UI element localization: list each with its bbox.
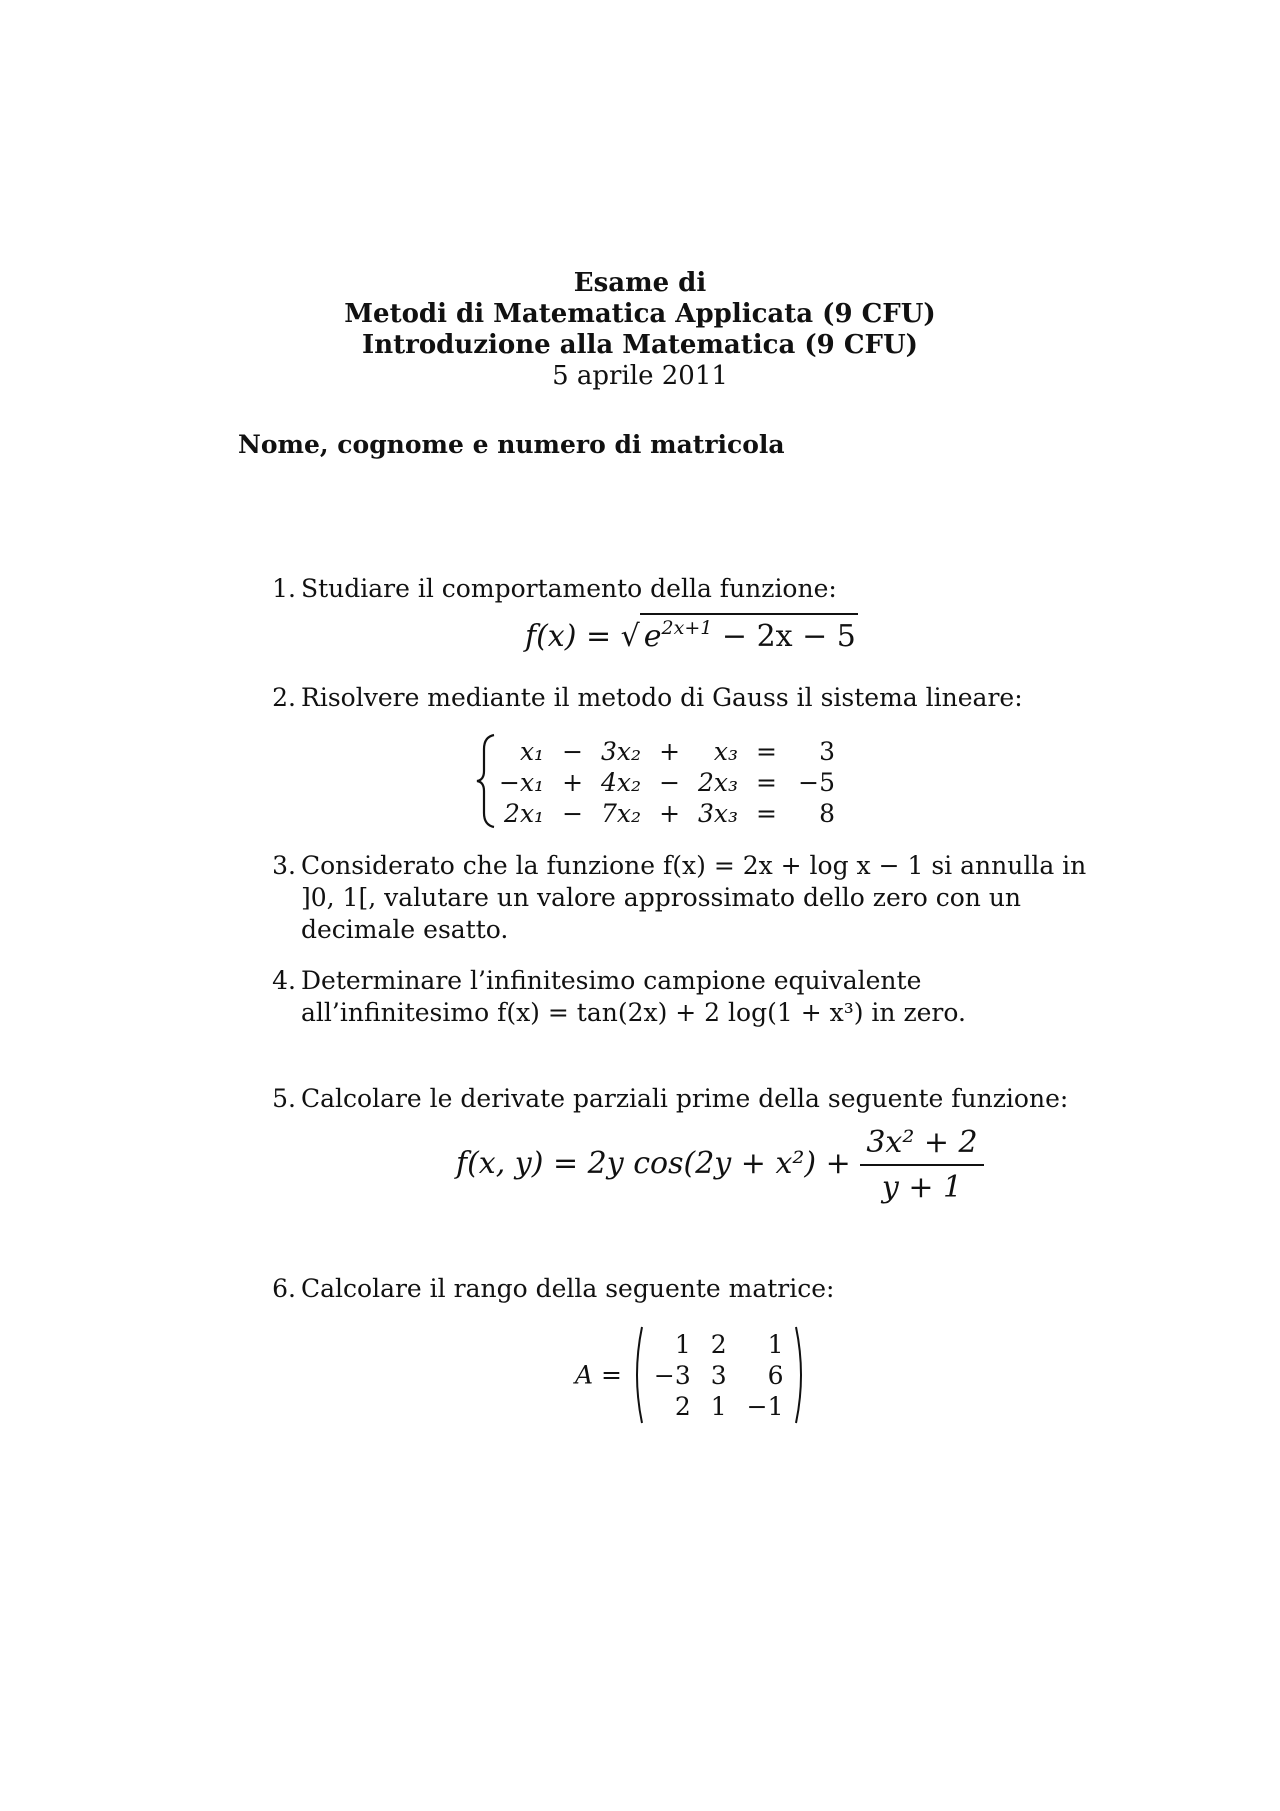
system-op: + — [659, 737, 681, 766]
header-course-1: Metodi di Matematica Applicata (9 CFU) — [344, 299, 936, 329]
exercise-text: Determinare l’infinitesimo campione equivalente all’infinitesimo f(x) = tan(2x) + 2 log(1 + x³) in zero. — [301, 966, 966, 1027]
system-op: = — [756, 737, 777, 766]
formula-lhs: f(x, y) = 2y cos(2y + x²) + — [456, 1146, 851, 1181]
matrix-A — [575, 1325, 808, 1425]
system-cell: −x₁ — [499, 768, 545, 797]
matrix-cell: 3 — [710, 1360, 727, 1390]
system-cell: 4x₂ — [601, 768, 642, 797]
matrix-cell: 1 — [767, 1329, 784, 1359]
formula-exercise-1 — [525, 617, 858, 654]
exercise-number: 6. — [272, 1274, 296, 1303]
exercise-text: Calcolare le derivate parziali prime della seguente funzione: — [301, 1084, 1069, 1113]
formula-lhs: f(x) = — [525, 619, 612, 654]
sqrt-radicand: $e^{2x+1} - 2x - 5$ — [640, 613, 858, 654]
exercise-number: 1. — [272, 574, 296, 603]
system-rhs: 8 — [819, 799, 835, 828]
formula-exponent: 2x+1 — [661, 617, 713, 639]
header-course-2: Introduzione alla Matematica (9 CFU) — [362, 330, 918, 360]
system-op: + — [562, 768, 584, 797]
student-info-label: Nome, cognome e numero di matricola — [238, 430, 785, 459]
matrix-row — [644, 1391, 794, 1422]
system-op: − — [562, 737, 584, 766]
system-rhs: −5 — [798, 768, 835, 797]
system-rhs: 3 — [819, 737, 835, 766]
matrix-cell: −3 — [653, 1360, 691, 1390]
exercise-number: 3. — [272, 851, 296, 880]
left-brace-icon — [474, 733, 498, 829]
exercise-text: Considerato che la funzione f(x) = 2x + log x − 1 si annulla in ]0, 1[, valutare un valore approssimato dello zero con un decimale esatto. — [301, 851, 1087, 944]
system-cell: 2x₁ — [504, 799, 545, 828]
system-table — [490, 736, 844, 829]
matrix-cell: 6 — [767, 1360, 784, 1390]
matrix-cell: 2 — [674, 1391, 691, 1421]
fraction-numerator: 3x² + 2 — [860, 1125, 983, 1166]
exam-date: 5 aprile 2011 — [552, 361, 728, 391]
system-row — [490, 736, 844, 767]
matrix-row — [644, 1360, 794, 1391]
sqrt-icon: √ — [620, 619, 640, 654]
system-row — [490, 798, 844, 829]
system-op: − — [659, 768, 681, 797]
matrix-cell: −1 — [746, 1391, 784, 1421]
exercise-number: 2. — [272, 683, 296, 712]
system-row — [490, 767, 844, 798]
matrix-cell: 2 — [710, 1329, 727, 1359]
matrix-row — [644, 1329, 794, 1360]
exercise-text: Studiare il comportamento della funzione: — [301, 574, 837, 603]
system-cell: 2x₃ — [698, 768, 739, 797]
matrix-cell: 1 — [674, 1329, 691, 1359]
exercise-number: 5. — [272, 1084, 296, 1113]
exam-header — [0, 268, 1280, 392]
system-op: = — [756, 768, 777, 797]
matrix-cell: 1 — [710, 1391, 727, 1421]
formula-exercise-5 — [456, 1125, 984, 1205]
system-op: + — [659, 799, 681, 828]
formula-rest: − 2x − 5 — [721, 619, 856, 654]
exercise-text: Calcolare il rango della seguente matrice: — [301, 1274, 835, 1303]
matrix-label: A = — [575, 1360, 622, 1390]
header-line-1: Esame di — [573, 268, 707, 298]
system-cell: 3x₃ — [698, 799, 739, 828]
system-op: = — [756, 799, 777, 828]
system-cell: x₁ — [519, 737, 545, 766]
system-op: − — [562, 799, 584, 828]
linear-system — [490, 736, 844, 829]
left-paren-icon — [630, 1325, 644, 1425]
matrix-table — [644, 1329, 794, 1422]
fraction — [860, 1125, 983, 1205]
system-cell: x₃ — [713, 737, 739, 766]
fraction-denominator: y + 1 — [881, 1170, 963, 1205]
right-paren-icon — [794, 1325, 808, 1425]
system-cell: 7x₂ — [601, 799, 642, 828]
exercise-text: Risolvere mediante il metodo di Gauss il sistema lineare: — [301, 683, 1023, 712]
exercise-number: 4. — [272, 966, 296, 995]
system-cell: 3x₂ — [601, 737, 642, 766]
